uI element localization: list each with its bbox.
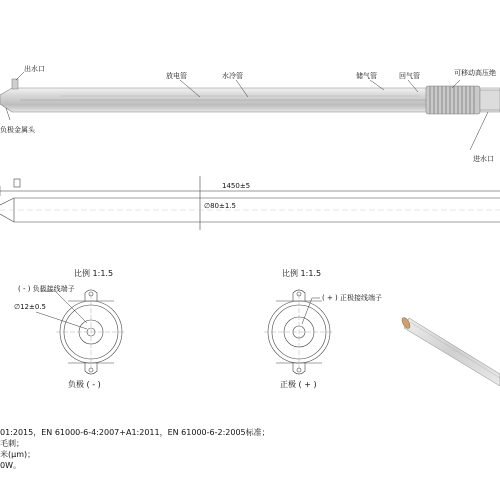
diameter-dimension-text: ∅80±1.5 xyxy=(204,202,237,210)
anode-end-view xyxy=(264,268,382,389)
label-discharge-tube: 放电管 xyxy=(166,72,187,80)
anode-caption: 正极 ( + ) xyxy=(280,380,317,389)
cathode-small-diameter-text: ∅12±0.5 xyxy=(14,303,47,311)
length-dimension-text: 1450±5 xyxy=(222,182,251,190)
label-water-cooling-tube: 水冷管 xyxy=(222,72,243,80)
cathode-caption: 负极 ( - ) xyxy=(68,380,101,389)
label-cathode-metal-head: 负极金属头 xyxy=(0,126,35,134)
label-return-gas-tube: 回气管 xyxy=(399,72,420,80)
note-line: 毛刺； xyxy=(0,439,24,448)
anode-terminal-label: ( + ) 正极接线端子 xyxy=(322,294,383,302)
note-line: 01:2015，EN 61000-6-4:2007+A1:2011，EN 61000-6-2:2005标准； xyxy=(0,428,270,437)
threaded-insulator xyxy=(426,86,480,114)
label-gas-storage-tube: 储气管 xyxy=(356,72,377,80)
label-water-inlet: 进水口 xyxy=(473,155,494,163)
note-line: 米(μm)； xyxy=(0,450,36,459)
cathode-terminal-label: ( - ) 负极接线端子 xyxy=(18,285,75,293)
anode-scale-text: 比例 1:1.5 xyxy=(282,269,322,278)
note-line: 0W。 xyxy=(0,461,21,470)
tube-perspective-view xyxy=(400,316,500,386)
length-dimension xyxy=(0,182,500,196)
cathode-scale-text: 比例 1:1.5 xyxy=(74,269,114,278)
label-removable-hv-insulator: 可移动高压绝 xyxy=(454,69,496,77)
cathode-end-view xyxy=(14,268,126,389)
tube-rendered-view xyxy=(0,79,500,114)
label-water-outlet: 出水口 xyxy=(24,65,45,73)
technical-notes xyxy=(0,427,270,471)
water-outlet-nozzle xyxy=(12,79,18,89)
